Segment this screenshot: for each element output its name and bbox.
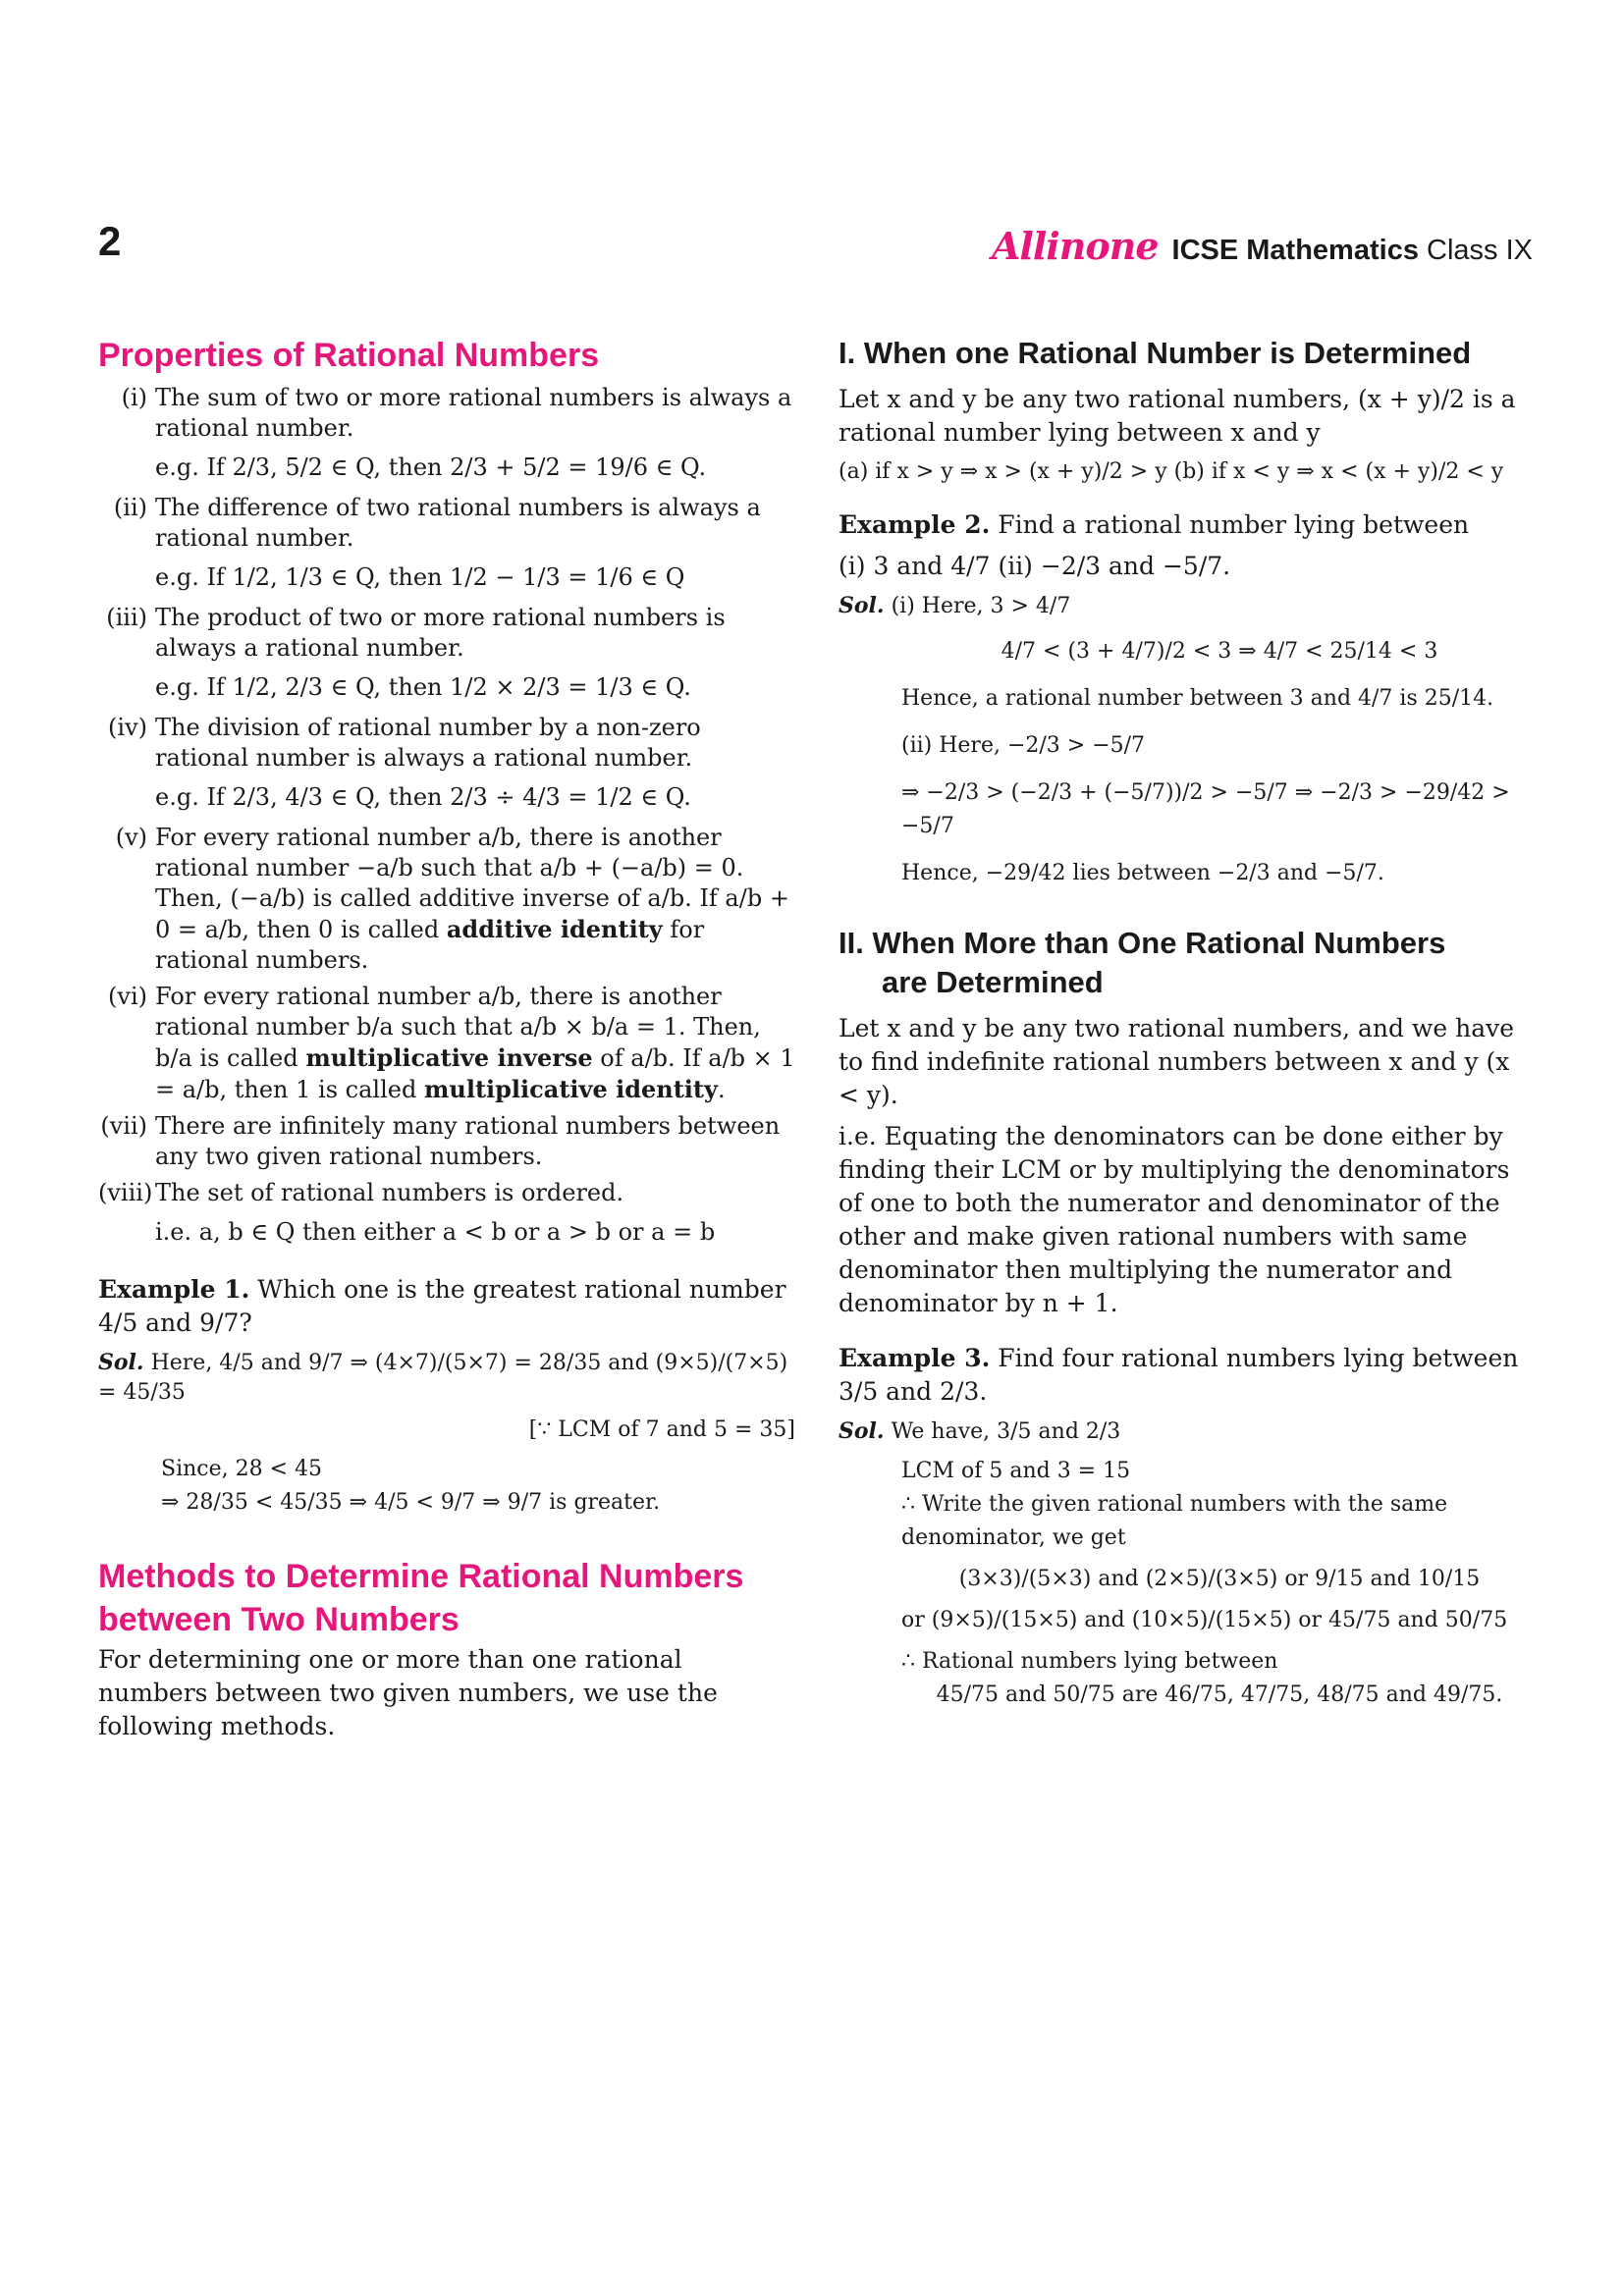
solution-line: (3×3)/(5×3) and (2×5)/(3×5) or 9/15 and 10/15 (958, 1567, 1481, 1591)
keyword-multiplicative-identity: multiplicative identity (423, 1075, 718, 1103)
header-title-light: Class IX (1427, 235, 1533, 266)
property-number: (ii) (113, 494, 147, 521)
property-text: The sum of two or more rational numbers is always a rational number. (155, 384, 792, 442)
section-title-properties: Properties of Rational Numbers (98, 337, 600, 374)
property-example: i.e. a, b ∈ Q then either a < b or a > b or a = b (155, 1218, 716, 1246)
property-number: (iv) (108, 714, 147, 741)
solution-line: or (9×5)/(15×5) and (10×5)/(15×5) or 45/75 and 50/75 (901, 1608, 1508, 1632)
property-example: e.g. If 2/3, 5/2 ∈ Q, then 2/3 + 5/2 = 19/6 ∈ Q. (155, 454, 707, 481)
section-title-line: are Determined (882, 965, 1104, 999)
section-title-more-rational (839, 924, 1538, 1002)
example-1 (98, 1273, 795, 1520)
solution-line: Here, 4/5 and 9/7 ⇒ (4×7)/(5×7) = 28/35 and (9×5)/(7×5) = 45/35 (98, 1351, 788, 1405)
section-title-line: Methods to Determine Rational Numbers (98, 1558, 744, 1595)
example-1-solution (98, 1348, 795, 1408)
section-title-line: II. When More than One Rational Numbers (839, 926, 1446, 960)
property-number: (vi) (108, 983, 147, 1010)
property-item (98, 603, 795, 707)
example-3 (839, 1342, 1538, 1712)
example-question: Find four rational numbers lying between 3/5 and 2/3. (839, 1344, 1519, 1406)
property-text: The set of rational numbers is ordered. (155, 1179, 624, 1206)
page-number: 2 (98, 218, 122, 264)
one-rational-text: Let x and y be any two rational numbers, (x + y)/2 is a rational number lying between x and y (839, 385, 1516, 447)
property-text: The difference of two rational numbers is always a rational number. (155, 494, 761, 552)
example-label: Example 2. (839, 510, 991, 539)
right-column (839, 334, 1538, 1712)
property-text: of a/b. If a/b × 1 = a/b, then 1 is called (155, 1044, 795, 1103)
header-title (1172, 235, 1533, 267)
solution-label: Sol. (839, 593, 885, 618)
property-item (98, 383, 795, 487)
example-3-question (839, 1342, 1538, 1409)
solution-label: Sol. (839, 1418, 885, 1444)
example-2-parts: (i) 3 and 4/7 (ii) −2/3 and −5/7. (839, 552, 1231, 580)
property-text: The product of two or more rational numbers is always a rational number. (155, 604, 726, 662)
property-number: (iii) (106, 604, 147, 631)
solution-line: Hence, −29/42 lies between −2/3 and −5/7. (901, 861, 1384, 885)
more-rational-text: Let x and y be any two rational numbers, and we have to find indefinite rational numbers between x and y (x < y). (839, 1014, 1515, 1109)
example-label: Example 1. (98, 1275, 250, 1304)
property-text: for rational numbers. (155, 916, 705, 974)
more-rational-method: i.e. Equating the denominators can be done either by finding their LCM or by multiplying the denominators of one to both the numerator and denominator of the other and make given rational numbers with same denominator then multiplying the numerator and denominator by n + 1. (839, 1122, 1510, 1317)
section-title-line: between Two Numbers (98, 1601, 460, 1638)
property-text: The division of rational number by a non-zero rational number is always a rational number. (155, 714, 701, 772)
example-2-solution (839, 591, 1538, 621)
left-column (98, 334, 795, 1751)
example-2 (839, 508, 1538, 890)
solution-line: ∴ Write the given rational numbers with the same denominator, we get (901, 1492, 1448, 1550)
keyword-additive-identity: additive identity (446, 915, 663, 943)
one-rational-cases: (a) if x > y ⇒ x > (x + y)/2 > y (b) if x < y ⇒ x < (x + y)/2 < y (839, 459, 1504, 484)
section-title-one-rational: I. When one Rational Number is Determined (839, 336, 1472, 370)
property-example: e.g. If 1/2, 1/3 ∈ Q, then 1/2 − 1/3 = 1/6 ∈ Q (155, 563, 685, 591)
property-example: e.g. If 2/3, 4/3 ∈ Q, then 2/3 ÷ 4/3 = 1/2 ∈ Q. (155, 783, 691, 811)
section-title-methods (98, 1555, 795, 1641)
property-item (98, 713, 795, 817)
example-label: Example 3. (839, 1344, 991, 1372)
property-item (98, 982, 795, 1105)
header-title-bold: ICSE Mathematics (1171, 235, 1419, 266)
solution-line: ⇒ −2/3 > (−2/3 + (−5/7))/2 > −5/7 ⇒ −2/3 > −29/42 > −5/7 (901, 780, 1510, 838)
solution-line: LCM of 5 and 3 = 15 (901, 1459, 1131, 1483)
solution-line: We have, 3/5 and 2/3 (891, 1419, 1121, 1444)
property-number: (vii) (100, 1112, 147, 1140)
solution-label: Sol. (98, 1350, 144, 1375)
solution-block (901, 1455, 1538, 1712)
example-question: Find a rational number lying between (998, 510, 1470, 539)
property-item (98, 493, 795, 597)
property-number: (i) (121, 384, 147, 411)
example-1-question (98, 1273, 795, 1340)
solution-line: Since, 28 < 45 (161, 1457, 323, 1481)
solution-block (901, 635, 1538, 890)
property-text: . (717, 1076, 726, 1103)
property-text: There are infinitely many rational numbers between any two given rational numbers. (155, 1112, 781, 1170)
keyword-multiplicative-inverse: multiplicative inverse (305, 1043, 593, 1072)
solution-line: Hence, a rational number between 3 and 4/7 is 25/14. (901, 686, 1494, 711)
solution-line: (ii) Here, −2/3 > −5/7 (901, 733, 1146, 758)
property-item (98, 1178, 795, 1252)
property-number: (viii) (98, 1179, 153, 1206)
running-header (992, 224, 1533, 268)
solution-line: (i) Here, 3 > 4/7 (891, 594, 1071, 618)
example-2-question (839, 508, 1538, 542)
property-item (98, 1111, 795, 1172)
property-text: For every rational number a/b, there is another rational number −a/b such that a/b + (−a/b) = 0. Then, (−a/b) is called additive inverse of a/b. If a/b + 0 = a/b, then 0 is called (155, 824, 789, 943)
property-example: e.g. If 1/2, 2/3 ∈ Q, then 1/2 × 2/3 = 1/3 ∈ Q. (155, 673, 691, 701)
property-item (98, 823, 795, 976)
solution-line: 45/75 and 50/75 are 46/75, 47/75, 48/75 and 49/75. (936, 1682, 1503, 1707)
example-question: Which one is the greatest rational number 4/5 and 9/7? (98, 1275, 786, 1337)
property-text: For every rational number a/b, there is another rational number b/a such that a/b × b/a = 1. Then, b/a is called (155, 983, 761, 1072)
property-number: (v) (115, 824, 147, 851)
example-3-solution (839, 1416, 1538, 1447)
solution-line: 4/7 < (3 + 4/7)/2 < 3 ⇒ 4/7 < 25/14 < 3 (1001, 639, 1438, 664)
solution-line: ∴ Rational numbers lying between (901, 1649, 1278, 1674)
properties-list (98, 383, 795, 1252)
methods-intro: For determining one or more than one rational numbers between two given numbers, we use the following methods. (98, 1645, 718, 1740)
brand-logo: Allinone (991, 224, 1159, 268)
solution-block (161, 1453, 795, 1520)
solution-line: ⇒ 28/35 < 45/35 ⇒ 4/5 < 9/7 ⇒ 9/7 is greater. (161, 1490, 661, 1515)
lcm-note: [∵ LCM of 7 and 5 = 35] (528, 1417, 795, 1442)
